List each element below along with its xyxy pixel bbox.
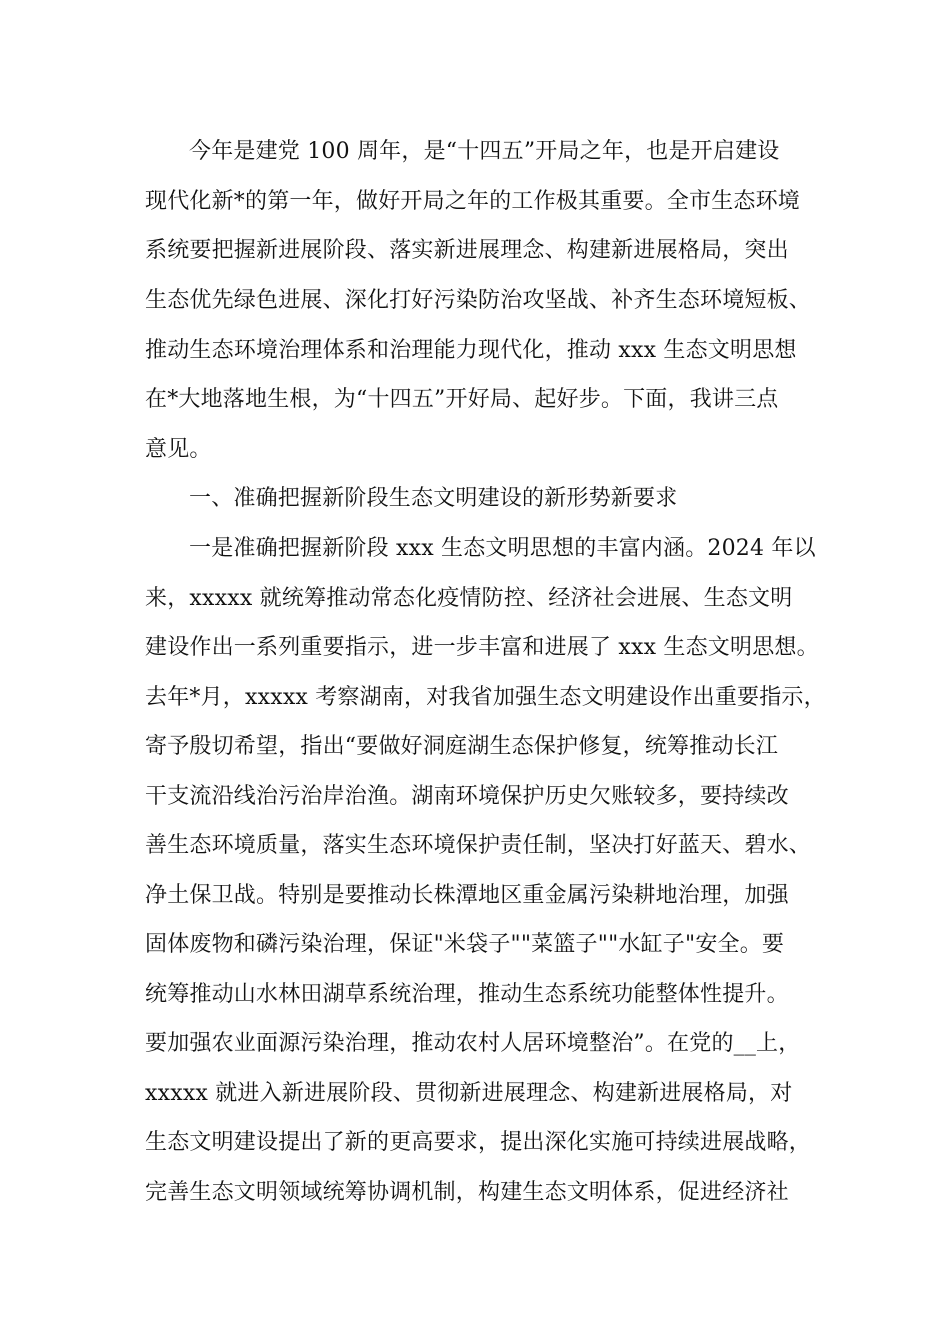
paragraph-line: 生态文明建设提出了新的更高要求，提出深化实施可持续进展战略，	[145, 1130, 812, 1155]
paragraph-line: 建设作出一系列重要指示，进一步丰富和进展了 xxx 生态文明思想。	[145, 635, 819, 660]
paragraph-line: xxxxx 就进入新进展阶段、贯彻新进展理念、构建新进展格局，对	[145, 1081, 793, 1106]
paragraph-line: 推动生态环境治理体系和治理能力现代化，推动 xxx 生态文明思想	[145, 338, 797, 363]
paragraph-line: 去年*月，xxxxx 考察湖南，对我省加强生态文明建设作出重要指示，	[145, 685, 826, 710]
paragraph-line: 净土保卫战。特别是要推动长株潭地区重金属污染耕地治理，加强	[145, 883, 789, 908]
paragraph-line: 统筹推动山水林田湖草系统治理，推动生态系统功能整体性提升。	[145, 982, 789, 1007]
paragraph-line: 善生态环境质量，落实生态环境保护责任制，坚决打好蓝天、碧水、	[145, 833, 812, 858]
paragraph-line: 干支流沿线治污治岸治渔。湖南环境保护历史欠账较多，要持续改	[145, 784, 789, 809]
paragraph-line: 今年是建党 100 周年，是“十四五”开局之年，也是开启建设	[189, 139, 780, 164]
paragraph-line: 来，xxxxx 就统筹推动常态化疫情防控、经济社会进展、生态文明	[145, 586, 793, 611]
paragraph-line: 现代化新*的第一年，做好开局之年的工作极其重要。全市生态环境	[145, 189, 801, 214]
section-heading: 一、准确把握新阶段生态文明建设的新形势新要求	[189, 486, 678, 511]
paragraph-line: 固体废物和磷污染治理，保证"米袋子""菜篮子""水缸子"安全。要	[145, 932, 785, 957]
paragraph-line: 要加强农业面源污染治理，推动农村人居环境整治”。在党的__上，	[145, 1031, 801, 1056]
paragraph-line: 寄予殷切希望，指出“要做好洞庭湖生态保护修复，统筹推动长江	[145, 734, 779, 759]
paragraph-line: 在*大地落地生根，为“十四五”开好局、起好步。下面，我讲三点	[145, 387, 779, 412]
paragraph-line: 生态优先绿色进展、深化打好污染防治攻坚战、补齐生态环境短板、	[145, 288, 812, 313]
paragraph-line: 意见。	[145, 437, 212, 462]
paragraph-line: 完善生态文明领域统筹协调机制，构建生态文明体系，促进经济社	[145, 1180, 789, 1205]
paragraph-line: 一是准确把握新阶段 xxx 生态文明思想的丰富内涵。2024 年以	[189, 536, 816, 561]
paragraph-line: 系统要把握新进展阶段、落实新进展理念、构建新进展格局，突出	[145, 238, 789, 263]
